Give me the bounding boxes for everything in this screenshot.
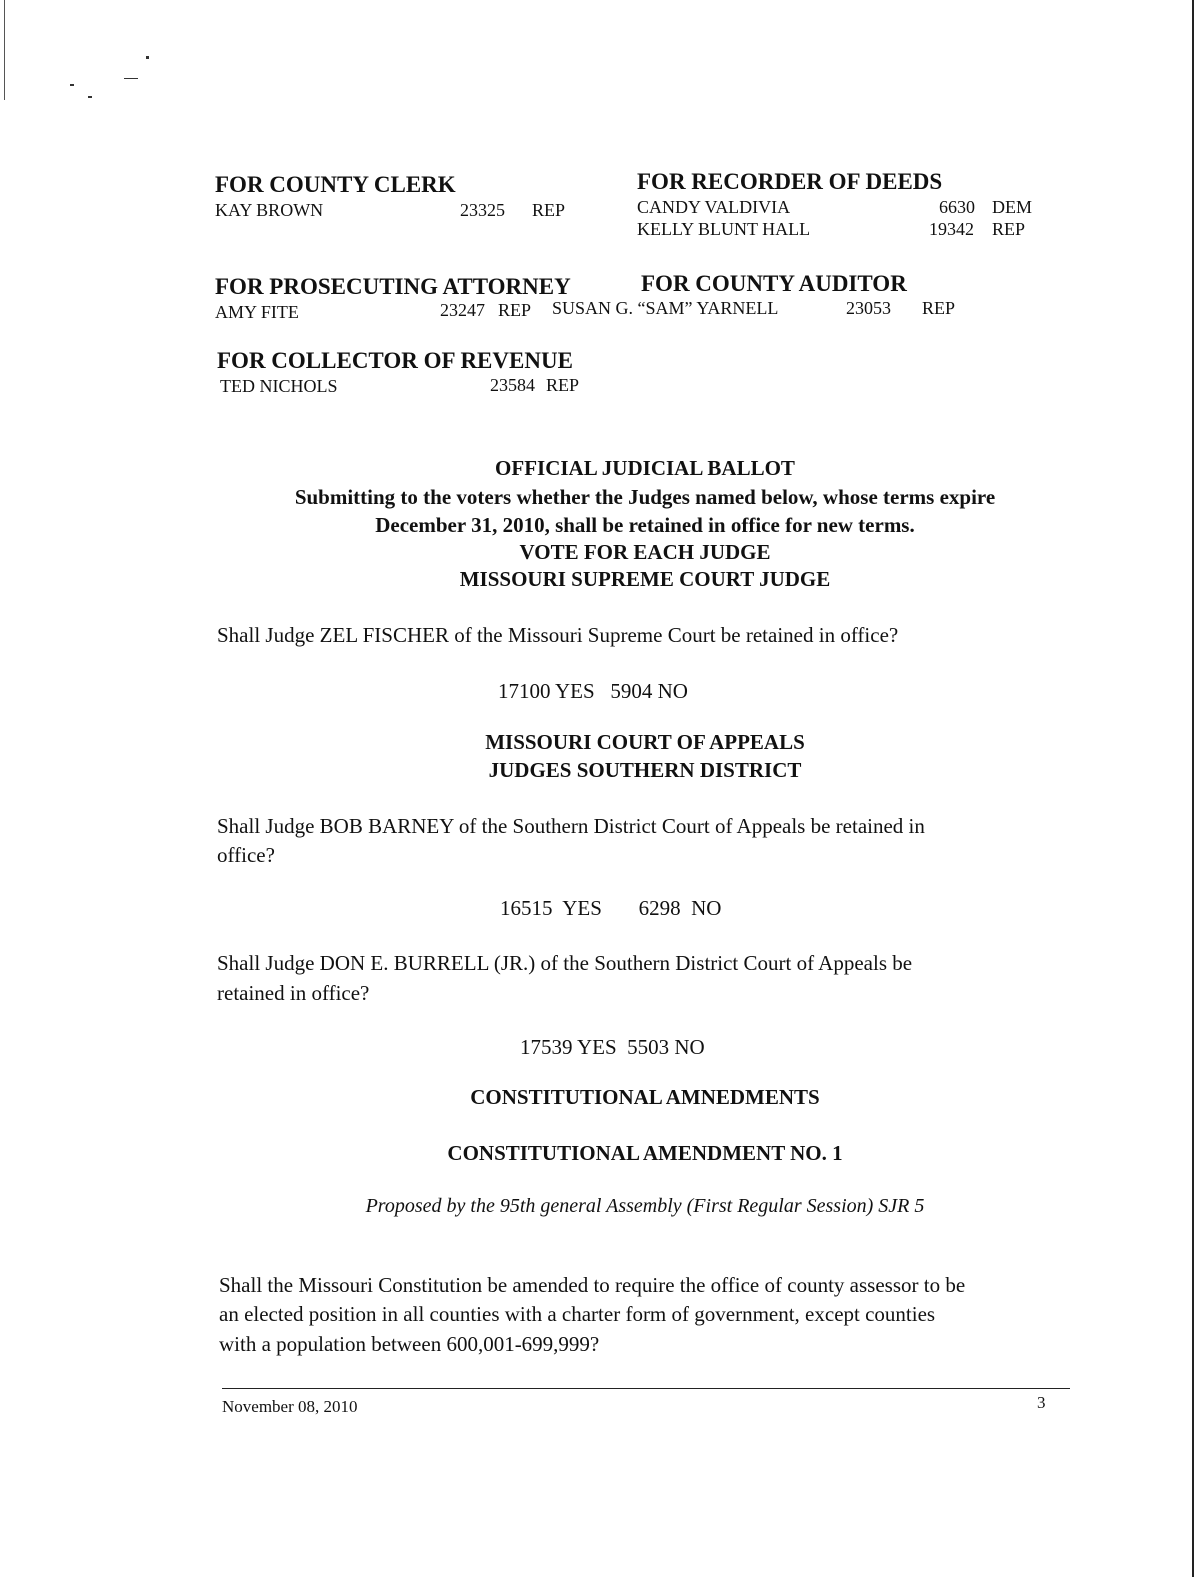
constitutional-amendments-heading: CONSTITUTIONAL AMNEDMENTS <box>470 1085 820 1109</box>
result-burrell: 17539 YES 5503 NO <box>520 1035 705 1059</box>
candidate-party: DEM <box>992 197 1032 217</box>
question-burrell-line2: retained in office? <box>217 981 370 1005</box>
candidate-party: REP <box>546 375 580 395</box>
scan-speck <box>70 84 74 86</box>
vote-for-each-judge: VOTE FOR EACH JUDGE <box>519 540 771 564</box>
left-scan-edge <box>4 0 5 100</box>
question-barney-line1: Shall Judge BOB BARNEY of the Southern District Court of Appeals be retained in <box>217 814 925 838</box>
court-of-appeals-heading: MISSOURI COURT OF APPEALS <box>485 730 805 754</box>
question-barney-line2: office? <box>217 843 275 867</box>
amendment-question-line2: an elected position in all counties with a charter form of government, except counties <box>219 1302 936 1326</box>
judicial-intro-line2: December 31, 2010, shall be retained in office for new terms. <box>375 513 915 537</box>
candidate-votes: 6630 <box>939 197 975 217</box>
supreme-court-heading: MISSOURI SUPREME COURT JUDGE <box>459 567 831 591</box>
southern-district-heading: JUDGES SOUTHERN DISTRICT <box>488 758 802 782</box>
candidate-name: KAY BROWN <box>215 200 324 220</box>
county-clerk-heading: FOR COUNTY CLERK <box>215 172 456 197</box>
candidate-name: SUSAN G. “SAM” YARNELL <box>552 298 779 318</box>
footer-rule <box>222 1388 1070 1389</box>
candidate-votes: 19342 <box>929 219 974 239</box>
candidate-name: AMY FITE <box>215 302 299 322</box>
candidate-votes: 23053 <box>846 298 891 318</box>
candidate-party: REP <box>498 300 532 320</box>
page-number: 3 <box>1037 1393 1046 1412</box>
result-barney: 16515 YES 6298 NO <box>500 896 722 920</box>
candidate-party: REP <box>992 219 1026 239</box>
question-fischer: Shall Judge ZEL FISCHER of the Missouri Supreme Court be retained in office? <box>217 623 899 647</box>
question-burrell-line1: Shall Judge DON E. BURRELL (JR.) of the Southern District Court of Appeals be <box>217 951 913 975</box>
right-scan-edge <box>1192 0 1194 1577</box>
prosecuting-attorney-heading: FOR PROSECUTING ATTORNEY <box>215 274 571 299</box>
county-auditor-heading: FOR COUNTY AUDITOR <box>641 271 907 296</box>
amendment-no1-heading: CONSTITUTIONAL AMENDMENT NO. 1 <box>447 1141 843 1165</box>
collector-of-revenue-heading: FOR COLLECTOR OF REVENUE <box>217 348 573 373</box>
candidate-party: REP <box>922 298 956 318</box>
result-fischer: 17100 YES 5904 NO <box>498 679 688 703</box>
amendment-question-line1: Shall the Missouri Constitution be amended to require the office of county assessor to be <box>219 1273 966 1297</box>
candidate-party: REP <box>532 200 566 220</box>
candidate-name: CANDY VALDIVIA <box>637 197 791 217</box>
candidate-votes: 23247 <box>440 300 485 320</box>
candidate-votes: 23325 <box>460 200 505 220</box>
amendment-proposed-by: Proposed by the 95th general Assembly (First Regular Session) SJR 5 <box>365 1195 925 1217</box>
footer-date: November 08, 2010 <box>222 1397 358 1416</box>
candidate-votes: 23584 <box>490 375 535 395</box>
scan-speck <box>124 78 138 79</box>
scan-speck <box>88 96 92 98</box>
recorder-of-deeds-heading: FOR RECORDER OF DEEDS <box>637 169 943 194</box>
judicial-intro-line1: Submitting to the voters whether the Judges named below, whose terms expire <box>294 485 996 509</box>
scan-speck <box>146 56 149 59</box>
candidate-name: KELLY BLUNT HALL <box>637 219 811 239</box>
judicial-ballot-title: OFFICIAL JUDICIAL BALLOT <box>495 456 795 480</box>
amendment-question-line3: with a population between 600,001-699,999? <box>219 1332 600 1356</box>
candidate-name: TED NICHOLS <box>220 376 338 396</box>
